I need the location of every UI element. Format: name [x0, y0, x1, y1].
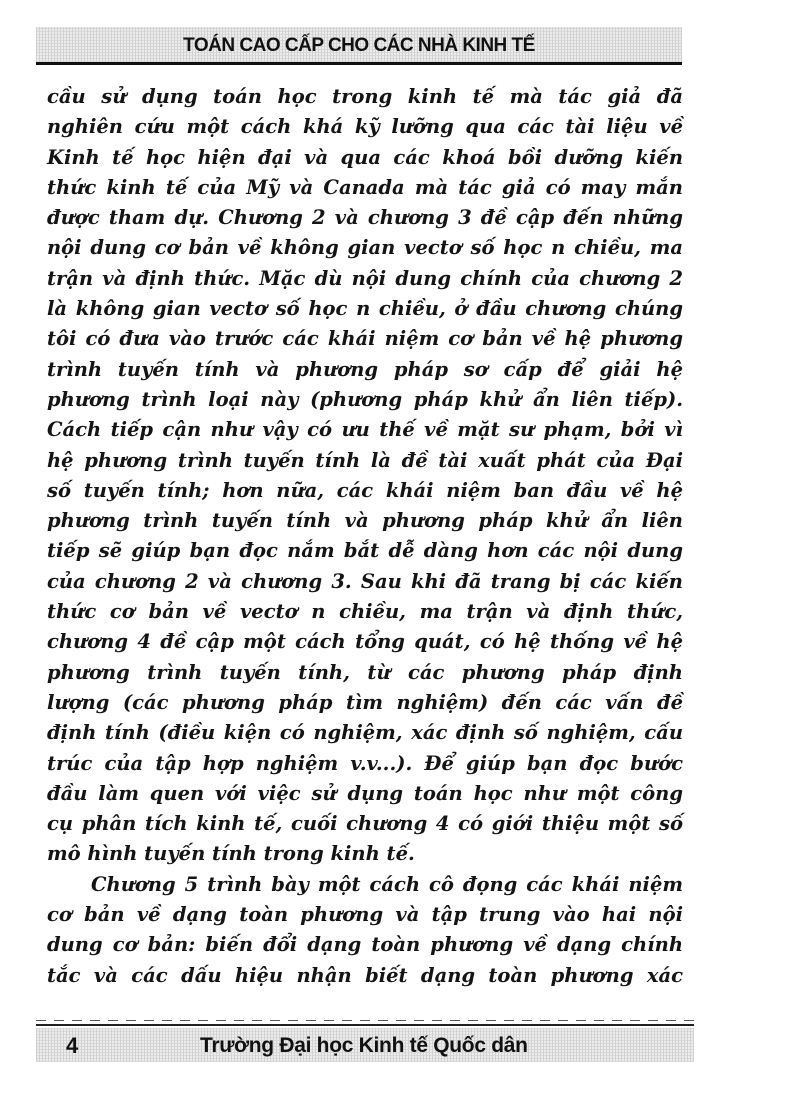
running-footer-title: Trường Đại học Kinh tế Quốc dân [200, 1034, 528, 1057]
text-line: dung cơ bản: biến đổi dạng toàn phương về dạng chính [47, 933, 683, 957]
text-line: nội dung cơ bản về không gian vectơ số học n chiều, ma [47, 236, 683, 260]
text-line: thức kinh tế của Mỹ và Canada mà tác giả có may mắn [47, 175, 683, 199]
text-line: lượng (các phương pháp tìm nghiệm) đến các vấn đề [47, 690, 683, 714]
text-line: mô hình tuyến tính trong kinh tế. [47, 842, 415, 866]
text-line: chương 4 đề cập một cách tổng quát, có hệ thống về hệ [47, 630, 683, 654]
text-line: tiếp sẽ giúp bạn đọc nắm bắt dễ dàng hơn các nội dung [47, 539, 683, 563]
text-line: phương trình tuyến tính và phương pháp khử ẩn liên [47, 509, 683, 533]
text-line: phương trình tuyến tính, từ các phương pháp định [47, 660, 683, 684]
text-line: cụ phân tích kinh tế, cuối chương 4 có giới thiệu một số [47, 812, 683, 836]
text-line: được tham dự. Chương 2 và chương 3 đề cập đến những [47, 206, 683, 230]
footer-dashed-rule [36, 1020, 694, 1021]
text-line: cầu sử dụng toán học trong kinh tế mà tác giả đã [47, 85, 683, 108]
text-line: đầu làm quen với việc sử dụng toán học như một công [47, 781, 683, 805]
text-line: nghiên cứu một cách khá kỹ lưỡng qua các tài liệu về [47, 115, 683, 139]
text-line: tắc và các dấu hiệu nhận biết dạng toàn phương xác [47, 963, 683, 987]
text-line: định tính (điều kiện có nghiệm, xác định số nghiệm, cấu [47, 721, 683, 745]
text-line: là không gian vectơ số học n chiều, ở đầu chương chúng [47, 297, 683, 321]
text-line: trình tuyến tính và phương pháp sơ cấp để giải hệ [47, 357, 683, 381]
text-line: hệ phương trình tuyến tính là đề tài xuất phát của Đại [47, 448, 683, 472]
running-header-title: TOÁN CAO CẤP CHO CÁC NHÀ KINH TẾ [183, 35, 535, 56]
text-line: trúc của tập hợp nghiệm v.v...). Để giúp bạn đọc bước [47, 751, 683, 775]
body-text [47, 82, 683, 991]
text-line: cơ bản về dạng toàn phương và tập trung vào hai nội [47, 903, 683, 927]
text-line: Chương 5 trình bày một cách cô đọng các khái niệm [91, 872, 683, 896]
header-rule [36, 62, 682, 65]
text-line: số tuyến tính; hơn nữa, các khái niệm ban đầu về hệ [47, 478, 683, 502]
text-line: thức cơ bản về vectơ n chiều, ma trận và định thức, [47, 600, 683, 624]
text-line: phương trình loại này (phương pháp khử ẩn liên tiếp). [47, 387, 683, 411]
text-line: tôi có đưa vào trước các khái niệm cơ bản về hệ phương [47, 327, 683, 351]
text-line: trận và định thức. Mặc dù nội dung chính của chương 2 [47, 266, 683, 290]
text-line: Kinh tế học hiện đại và qua các khoá bồi dưỡng kiến [47, 145, 683, 169]
footer-rule [36, 1024, 694, 1026]
text-line: Cách tiếp cận như vậy có ưu thế về mặt sư phạm, bởi vì [47, 418, 683, 442]
text-line: của chương 2 và chương 3. Sau khi đã trang bị các kiến [47, 569, 683, 593]
page-number: 4 [66, 1033, 79, 1058]
